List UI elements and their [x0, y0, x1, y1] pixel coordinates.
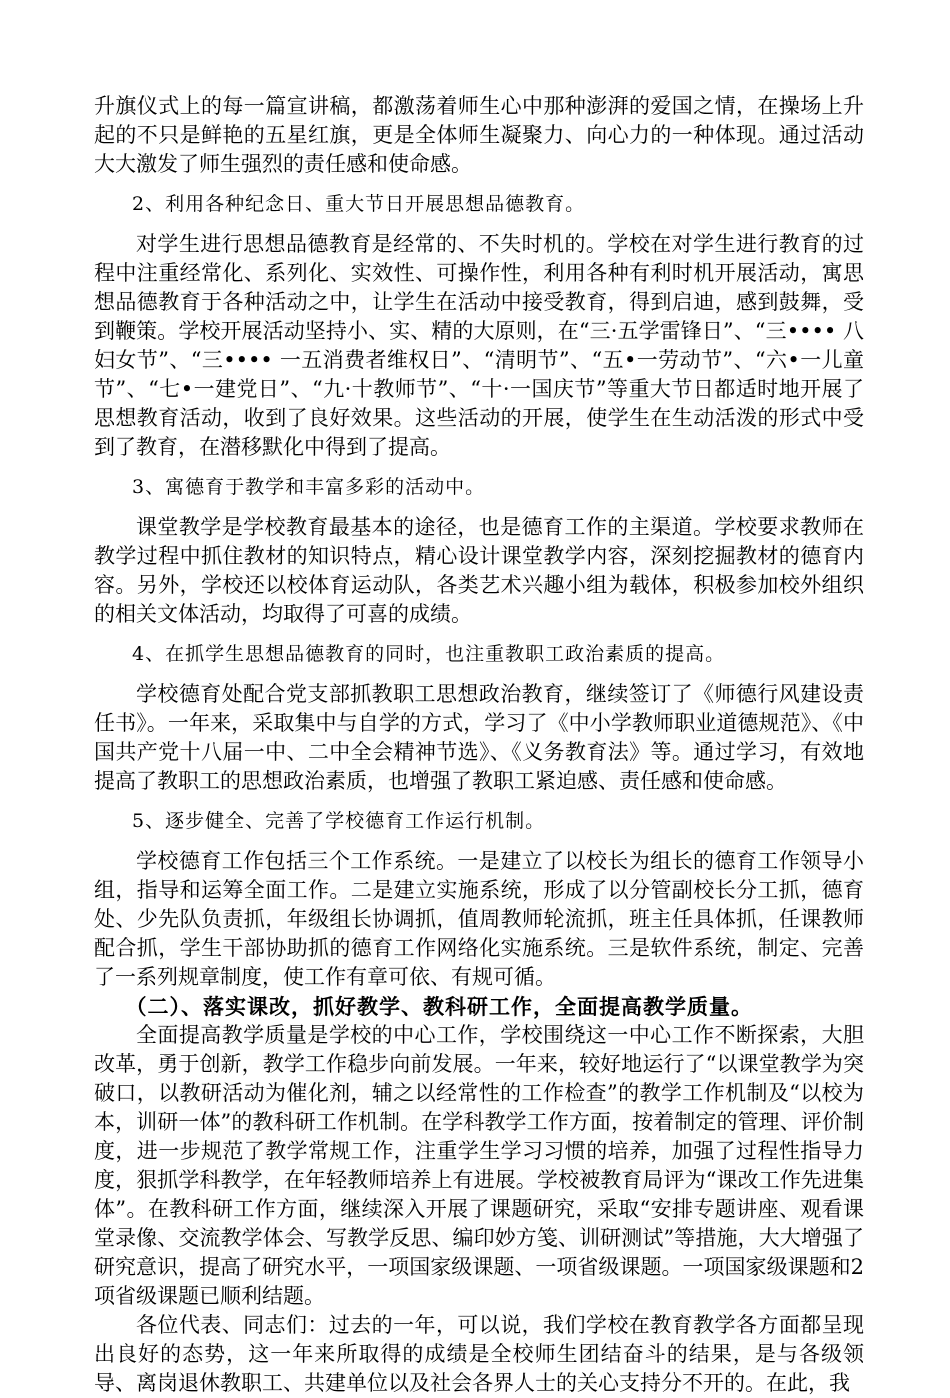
paragraph-teaching-quality: 全面提高教学质量是学校的中心工作，学校围绕这一中心工作不断探索，大胆改革，勇于创新，教学工作稳步向前发展。一年来，较好地运行了“以课堂教学为突破口，以教研活动为催化剂，辅之以经常性的工作检查”的教学工作机制及“以校为本，训研一体”的教科研工作机制。在学科教学工作方面，按着制定的管理、评价制度，进一步规范了教学常规工作，注重学生学习习惯的培养，加强了过程性指导力度，狠抓学科教学，在年轻教师培养上有进展。学校被教育局评为“课改工作先进集体”。在教科研工作方面，继续深入开展了课题研究，采取“安排专题讲座、观看课堂录像、交流教学体会、写教学反思、编印妙方笺、训研测试”等措施，大大增强了研究意识，提高了研究水平，一项国家级课题、一项省级课题。一项国家级课题和2项省级课题已顺利结题。 — [94, 1023, 864, 1308]
paragraph-closing-remarks: 各位代表、同志们：过去的一年，可以说，我们学校在教育教学各方面都呈现出良好的态势，这一年来所取得的成绩是全校师生团结奋斗的结果，是与各级领导、离岗退休教职工、共建单位以及社会各界人士的关心支持分不开的。在此，我 — [94, 1313, 864, 1395]
paragraph-moral-education-mechanism: 学校德育工作包括三个工作系统。一是建立了以校长为组长的德育工作领导小组，指导和运筹全面工作。二是建立实施系统，形成了以分管副校长分工抓，德育处、少先队负责抓，年级组长协调抓，值周教师轮流抓，班主任具体抓，任课教师配合抓，学生干部协助抓的德育工作网络化实施系统。三是软件系统，制定、完善了一系列规章制度，使工作有章可依、有规可循。 — [94, 849, 864, 989]
section-heading-curriculum-reform: （二）、落实课改，抓好教学、教科研工作，全面提高教学质量。 — [125, 994, 753, 1019]
document-page — [94, 92, 864, 1398]
heading-commemoration-days: 2、利用各种纪念日、重大节日开展思想品德教育。 — [132, 193, 586, 215]
heading-teaching-activities: 3、寓德育于教学和丰富多彩的活动中。 — [132, 476, 486, 498]
paragraph-staff-political-quality: 学校德育处配合党支部抓教职工思想政治教育，继续签订了《师德行风建设责任书》。一年来，采取集中与自学的方式，学习了《中小学教师职业道德规范》、《中国共产党十八届一中、二中全会精神节选》、《义务教育法》等。通过学习，有效地提高了教职工的思想政治素质，也增强了教职工紧迫感、责任感和使命感。 — [94, 682, 864, 793]
heading-staff-political-quality: 4、在抓学生思想品德教育的同时，也注重教职工政治素质的提高。 — [132, 643, 726, 665]
paragraph-commemoration-days: 对学生进行思想品德教育是经常的、不失时机的。学校在对学生进行教育的过程中注重经常化、系列化、实效性、可操作性，利用各种有利时机开展活动，寓思想品德教育于各种活动之中，让学生在活动中接受教育，得到启迪，感到鼓舞，受到鞭策。学校开展活动坚持小、实、精的大原则，在“三·五学雷锋日”、“三•••• 八妇女节”、“三•••• 一五消费者维权日”、“清明节”、“五•一劳动节”、“六•一儿童节”、“七•一建党日”、“九·十教师节”、“十·一国庆节”等重大节日都适时地开展了思想教育活动，收到了良好效果。这些活动的开展，使学生在生动活泼的形式中受到了教育，在潜移默化中得到了提高。 — [94, 232, 864, 459]
paragraph-teaching-activities: 课堂教学是学校教育最基本的途径，也是德育工作的主渠道。学校要求教师在教学过程中抓住教材的知识特点，精心设计课堂教学内容，深刻挖掘教材的德育内容。另外，学校还以校体育运动队，各类艺术兴趣小组为载体，积极参加校外组织的相关文体活动，均取得了可喜的成绩。 — [94, 515, 864, 626]
paragraph-flag-ceremony: 升旗仪式上的每一篇宣讲稿，都激荡着师生心中那种澎湃的爱国之情，在操场上升起的不只是鲜艳的五星红旗，更是全体师生凝聚力、向心力的一种体现。通过活动大大激发了师生强烈的责任感和使命感。 — [94, 94, 864, 176]
heading-moral-education-mechanism: 5、逐步健全、完善了学校德育工作运行机制。 — [132, 810, 546, 832]
